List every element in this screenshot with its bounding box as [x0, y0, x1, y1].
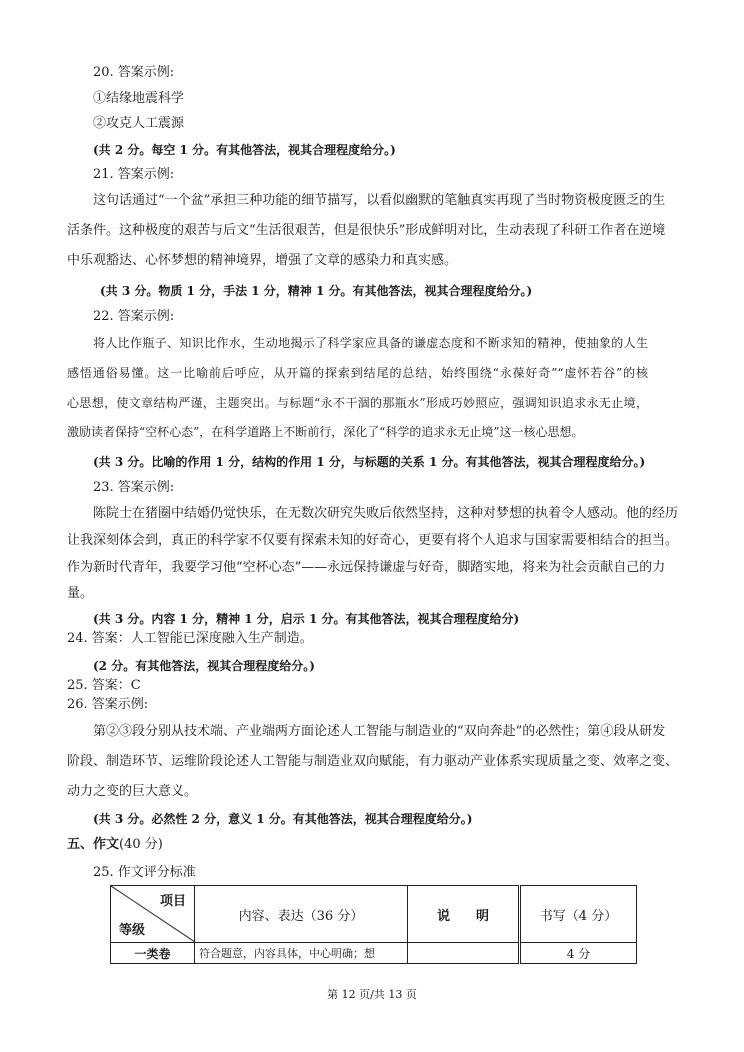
- essay-grading-table: [110, 885, 637, 964]
- q22-scoring: (共 3 分。比喻的作用 1 分，结构的作用 1 分，与标题的关系 1 分。有其他答法，视其合理程度给分。): [93, 455, 646, 469]
- q22-text-line: 感悟通俗易懂。这一比喻前后呼应，从开篇的探索到结尾的总结，始终围绕“永葆好奇”“虚怀若谷”的核: [67, 366, 648, 380]
- q21-text-line: 中乐观豁达、心怀梦想的精神境界，增强了文章的感染力和真实感。: [67, 253, 458, 268]
- q22-text-line: 心思想，使文章结构严谨，主题突出。与标题“永不干涸的那瓶水”形成巧妙照应，强调知识追求永无止境，: [67, 396, 648, 410]
- q26-heading: 26. 答案示例:: [67, 697, 149, 712]
- q21-heading: 21. 答案示例:: [93, 167, 175, 182]
- q23-text-line: 让我深刻体会到，真正的科学家不仅要有探索未知的好奇心，更要有将个人追求与国家需要相结合的担当。: [67, 533, 679, 548]
- q23-text-line: 量。: [67, 586, 94, 601]
- table-header-row: [111, 886, 637, 943]
- section-5-title: 五、作文: [67, 837, 120, 852]
- row-content: 符合题意，内容具体，中心明确；想: [195, 943, 408, 964]
- q22-heading: 22. 答案示例:: [93, 309, 175, 324]
- q24-answer: 24. 答案：人工智能已深度融入生产制造。: [67, 631, 313, 646]
- q22-text-line: 激励读者保持“空杯心态”，在科学道路上不断前行，深化了“科学的追求永无止境”这一核心思想。: [67, 425, 584, 439]
- q25-answer: 25. 答案：C: [67, 678, 141, 693]
- essay-criteria-heading: 25. 作文评分标准: [93, 865, 196, 880]
- q21-scoring: (共 3 分。物质 1 分，手法 1 分，精神 1 分。有其他答法，视其合理程度给分。): [100, 284, 533, 298]
- q26-text-line: 第②③段分别从技术端、产业端两方面论述人工智能与制造业的“双向奔赴”的必然性；第④段从研发: [93, 724, 666, 739]
- section-5-points: (40 分): [119, 837, 163, 852]
- row-explanation: [408, 943, 520, 964]
- page-footer: 第 12 页/共 13 页: [327, 988, 417, 1001]
- q20-heading: 20. 答案示例:: [93, 65, 175, 80]
- corner-label-item: 项目: [159, 894, 186, 909]
- q26-text-line: 阶段、制造环节、运维阶段论述人工智能与制造业双向赋能，有力驱动产业体系实现质量之变、效率之变、: [67, 754, 679, 769]
- q23-scoring: (共 3 分。内容 1 分，精神 1 分，启示 1 分。有其他答法，视其合理程度给分): [93, 612, 520, 626]
- q21-text-line: 活条件。这种极度的艰苦与后文“生活很艰苦，但是很快乐”形成鲜明对比，生动表现了科研工作者在逆境: [67, 223, 666, 238]
- table-corner-cell: [111, 886, 195, 943]
- row-writing: 4 分: [520, 943, 637, 964]
- corner-label-level: 等级: [119, 923, 146, 938]
- section-5-heading: [67, 836, 163, 854]
- column-header-writing: 书写（4 分）: [520, 886, 637, 943]
- q23-heading: 23. 答案示例:: [93, 480, 175, 495]
- column-header-explanation: 说 明: [408, 886, 520, 943]
- q20-scoring: (共 2 分。每空 1 分。有其他答法，视其合理程度给分。): [93, 143, 396, 157]
- q23-text-line: 作为新时代青年，我要学习他“空杯心态”——永远保持谦虚与好奇，脚踏实地，将来为社会贡献自己的力: [67, 560, 666, 575]
- q22-text-line: 将人比作瓶子、知识比作水，生动地揭示了科学家应具备的谦虚态度和不断求知的精神，使抽象的人生: [93, 336, 648, 350]
- column-header-content: 内容、表达（36 分）: [195, 886, 408, 943]
- q21-text-line: 这句话通过“一个盆”承担三种功能的细节描写，以看似幽默的笔触真实再现了当时物资极度匮乏的生: [93, 193, 666, 208]
- q26-scoring: (共 3 分。必然性 2 分，意义 1 分。有其他答法，视其合理程度给分。): [93, 812, 473, 826]
- q24-scoring: (2 分。有其他答法，视其合理程度给分。): [93, 659, 315, 673]
- row-level: 一类卷: [111, 943, 195, 964]
- q20-answer-2: ②攻克人工震源: [93, 116, 185, 131]
- q23-text-line: 陈院士在猪圈中结婚仍觉快乐，在无数次研究失败后依然坚持，这种对梦想的执着令人感动。他的经历: [93, 506, 679, 521]
- q26-text-line: 动力之变的巨大意义。: [67, 784, 198, 799]
- q20-answer-1: ①结缘地震科学: [93, 91, 185, 106]
- table-row: [111, 943, 637, 964]
